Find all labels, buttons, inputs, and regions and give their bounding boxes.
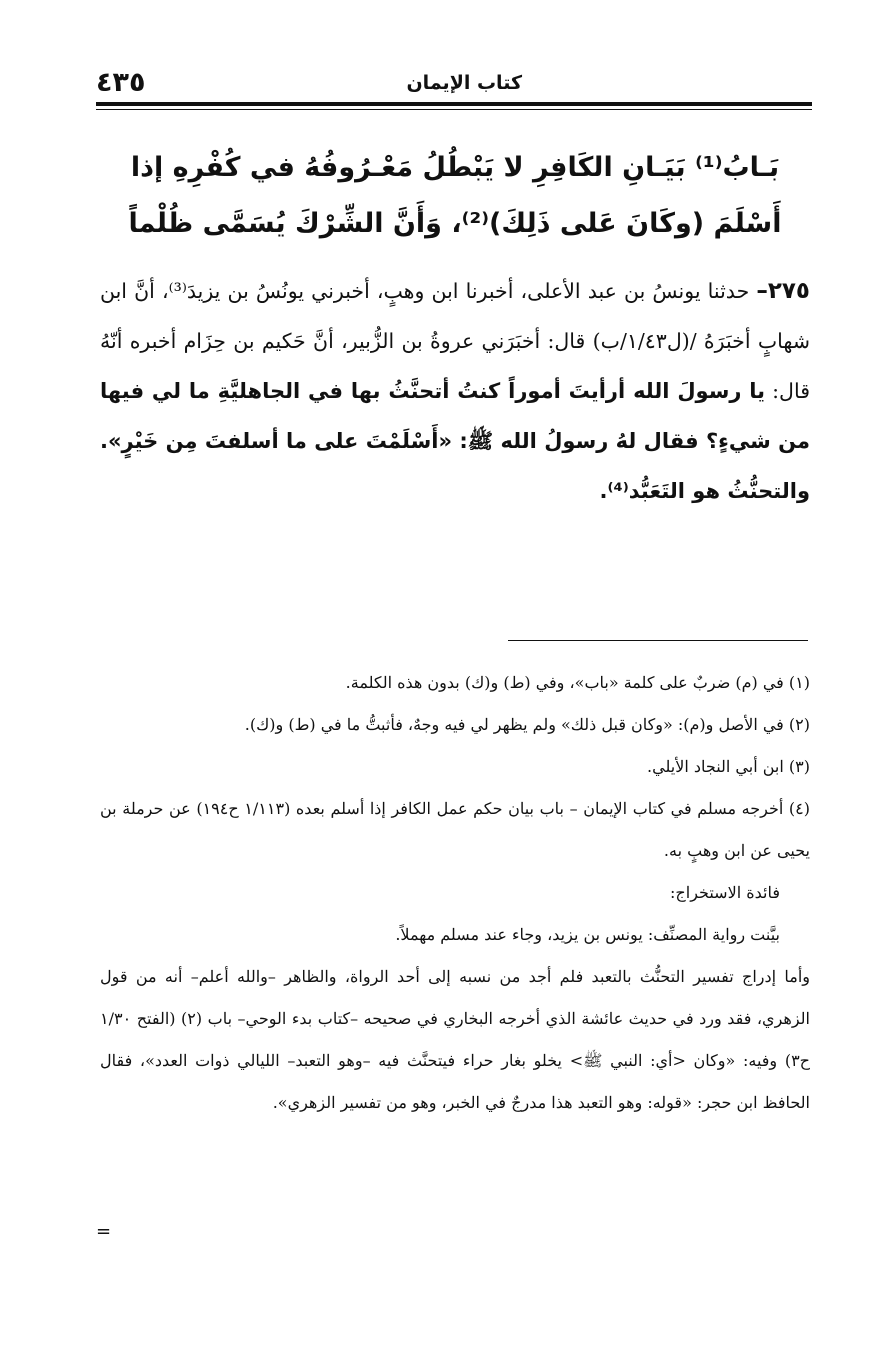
header-rule-thin [96,109,812,110]
footnote-2: (٢) في الأصل و(م): «وكان قبل ذلك» ولم يظهر لي فيه وجهٌ، فأثبتُّ ما في (ط) و(ك). [244,715,810,734]
chapter-title: بَـابُ⁽¹⁾ بَيَـانِ الكَافِرِ لا يَبْطُلُ مَعْـرُوفُهُ في كُفْرِهِ إذا أَسْلَمَ (وكَانَ عَلى ذَلِكَ)⁽²⁾، وَأَنَّ الشِّرْكَ يُسَمَّى ظُلْماً [128,152,782,239]
hadith-isnad: حدثنا يونسُ بن عبد الأعلى، أخبرنا ابن وهبٍ، أخبرني يونُسُ بن يزيدَ⁽³⁾، أنَّ ابن شهابٍ أخبَرَهُ /(ل١/٤٣/ب) قال: أخبَرَني عروةُ بن الزُّبير، أنَّ حَكيم بن حِزَام أخبره أنّهُ قال: [100,279,810,403]
footnote-separator [508,640,808,641]
continuation-mark: = [96,1221,112,1242]
page-number: ٤٣٥ [96,67,146,98]
istikhraj-paragraph-1: بيَّنت رواية المصنِّف: يونس بن يزيد، وجاء عند مسلم مهملاً. [395,925,780,944]
istikhraj-heading: فائدة الاستخراج: [670,883,780,902]
main-text [100,140,810,516]
istikhraj-paragraph-2: وأما إدراج تفسير التحنُّث بالتعبد فلم أجد من نسبه إلى أحد الرواة، والظاهر –والله أعلم– أنه من قول الزهري، فقد ورد في حديث عائشة الذي أخرجه البخاري في صحيحه –كتاب بدء الوحي– باب (٢) (الفتح ١/٣٠ ح٣) وفيه: «وكان <أي: النبي ﷺ> يخلو بغار حراء فيتحنَّث فيه –وهو التعبد– الليالي ذوات العدد»، فقال الحافظ ابن حجر: «قوله: وهو التعبد هذا مدرجٌ في الخبر، وهو من تفسير الزهري». [100,967,810,1112]
page-header [96,66,812,100]
hadith-paragraph [100,266,810,516]
hadith-matn: يا رسولَ الله أرأيتَ أموراً كنتُ أتحنَّثُ بها في الجاهليَّةِ ما لي فيها من شيءٍ؟ فقال لهُ رسولُ الله ﷺ: «أَسْلَمْتَ على ما أسلفتَ مِن خَيْرٍ». والتحنُّثُ هو التَعَبُّد⁽⁴⁾. [100,379,810,503]
footnotes [100,662,810,1124]
footnote-1: (١) في (م) ضربٌ على كلمة «باب»، وفي (ط) و(ك) بدون هذه الكلمة. [345,673,810,692]
running-title: كتاب الإيمان [406,72,522,94]
footnote-4: (٤) أخرجه مسلم في كتاب الإيمان – باب بيان حكم عمل الكافر إذا أسلم بعده (١/١١٣ ح١٩٤) عن حرملة بن يحيى عن ابن وهبٍ به. [100,799,810,860]
footnote-3: (٣) ابن أبي النجاد الأيلي. [647,757,810,776]
header-rule-thick [96,102,812,106]
hadith-number: ٢٧٥– [756,278,810,304]
